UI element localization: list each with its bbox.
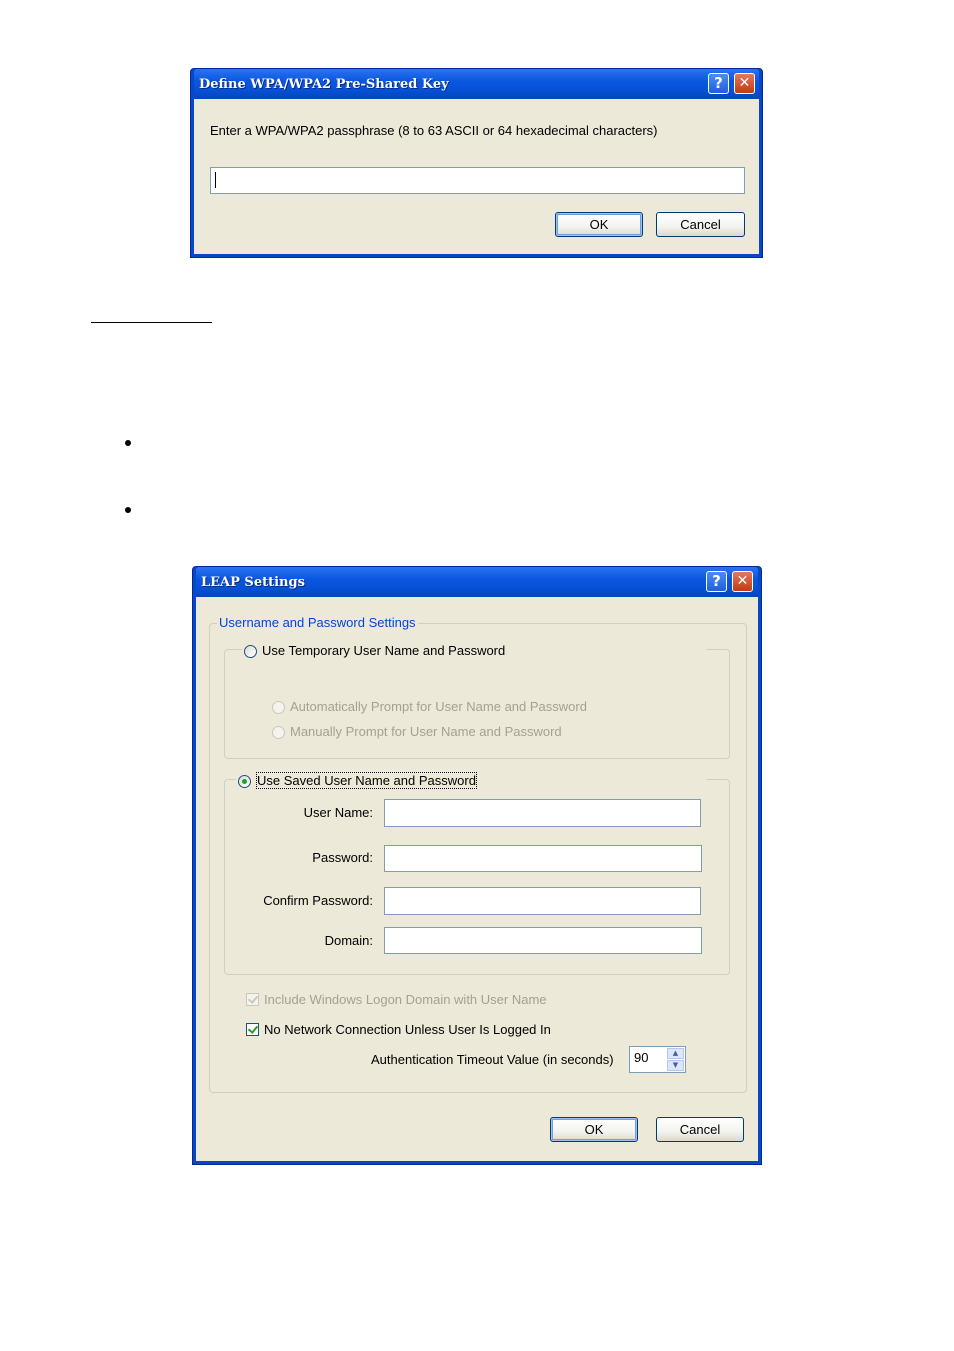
psk-titlebar[interactable] [194,69,759,99]
confirm-password-label: Confirm Password: [263,893,373,908]
psk-dialog-title: Define WPA/WPA2 Pre-Shared Key [199,77,449,92]
username-input[interactable] [384,799,701,827]
no-network-checkbox[interactable] [246,1023,259,1036]
include-domain-label: Include Windows Logon Domain with User Name [264,992,547,1007]
radio-selected-dot [242,779,247,784]
bullet-point [125,440,131,446]
timeout-value: 90 [634,1050,649,1065]
manual-prompt-label: Manually Prompt for User Name and Password [290,724,562,739]
password-input[interactable] [384,845,702,872]
username-label: User Name: [303,805,373,820]
close-icon[interactable]: ✕ [734,73,755,94]
spin-up-arrow-icon[interactable]: ▲ [667,1048,684,1059]
domain-input[interactable] [384,927,702,954]
cancel-button[interactable]: Cancel [656,1117,744,1142]
credentials-group-title: Username and Password Settings [219,615,416,630]
help-icon[interactable]: ? [706,571,727,592]
temporary-radio[interactable] [244,645,257,658]
leap-dialog-title: LEAP Settings [201,575,305,590]
cancel-button[interactable]: Cancel [656,212,745,237]
manual-prompt-radio[interactable] [272,726,285,739]
psk-dialog-body [194,99,759,254]
saved-option-row[interactable] [236,772,706,790]
spin-down-arrow-icon[interactable]: ▼ [667,1060,684,1071]
bullet-point [125,507,131,513]
psk-dialog [190,68,763,258]
leap-dialog [192,566,762,1165]
checkmark-icon [248,993,258,1004]
saved-radio[interactable] [238,775,251,788]
timeout-spinner[interactable] [629,1046,686,1073]
leap-titlebar[interactable] [196,567,758,597]
confirm-password-input[interactable] [384,887,701,915]
leap-dialog-body [196,597,758,1161]
temporary-option-label: Use Temporary User Name and Password [262,643,506,658]
temporary-option-row[interactable] [242,642,706,660]
close-icon[interactable]: ✕ [732,571,753,592]
ok-button[interactable]: OK [550,1117,638,1142]
section-underline [91,322,212,323]
help-icon[interactable]: ? [708,73,729,94]
auto-prompt-label: Automatically Prompt for User Name and Password [290,699,587,714]
text-caret [215,172,216,188]
domain-label: Domain: [324,933,373,948]
passphrase-input[interactable] [210,167,745,194]
no-network-label: No Network Connection Unless User Is Logged In [264,1022,551,1037]
timeout-label: Authentication Timeout Value (in seconds) [371,1052,614,1067]
checkmark-icon [248,1023,258,1034]
include-domain-checkbox[interactable] [246,993,259,1006]
passphrase-prompt: Enter a WPA/WPA2 passphrase (8 to 63 ASCII or 64 hexadecimal characters) [210,123,658,138]
auto-prompt-radio[interactable] [272,701,285,714]
saved-option-label: Use Saved User Name and Password [257,773,476,788]
password-label: Password: [312,850,373,865]
ok-button[interactable]: OK [555,212,643,237]
